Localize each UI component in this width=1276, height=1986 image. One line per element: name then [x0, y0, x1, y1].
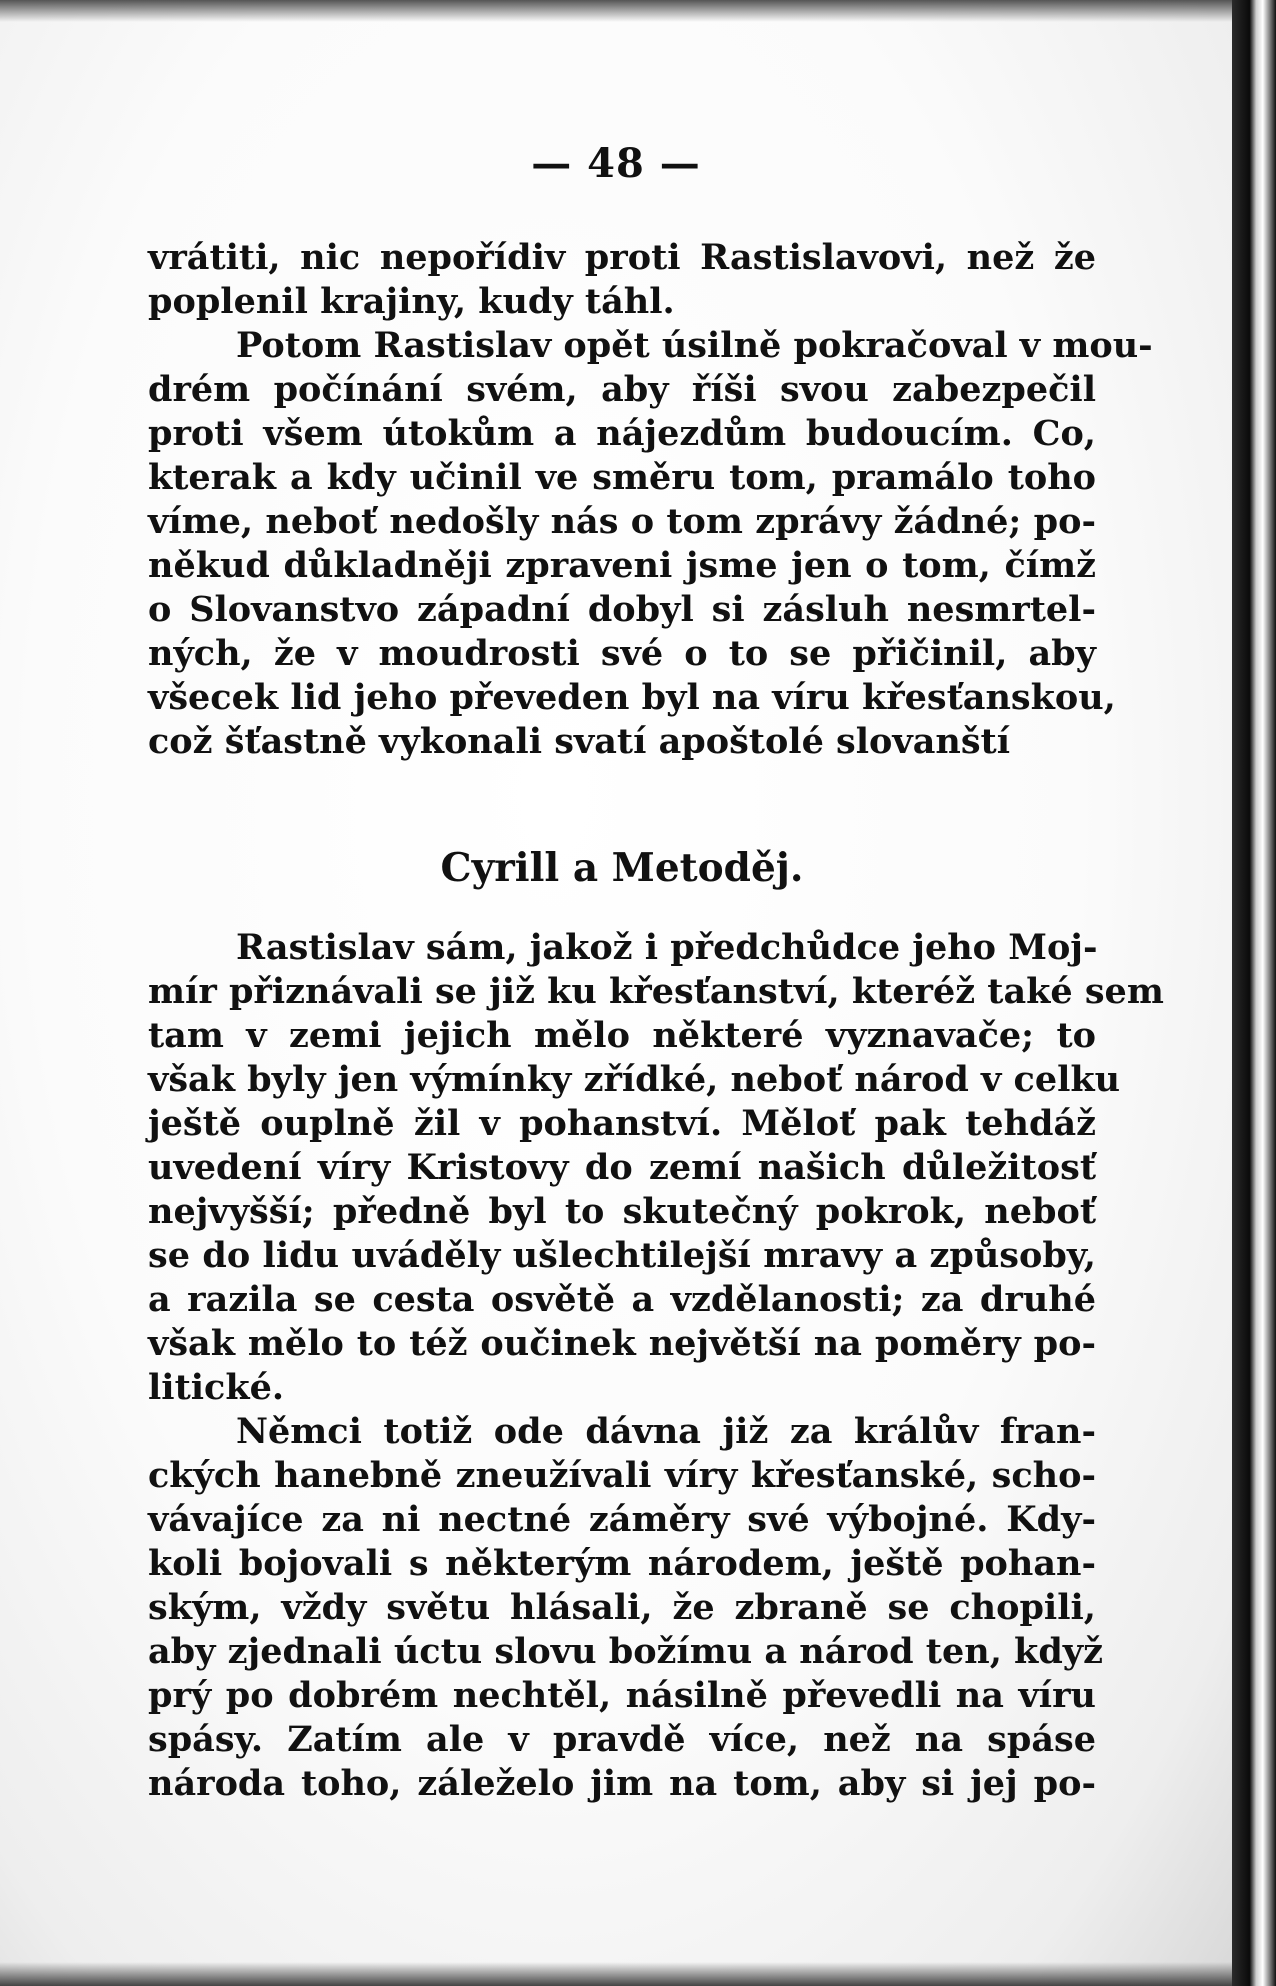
- text-line: spásy. Zatím ale v pravdě více, než na spáse: [148, 1719, 1096, 1760]
- text-line: drém počínání svém, aby říši svou zabezpečil: [148, 369, 1096, 410]
- text-line: Němci totiž ode dávna již za králův fran-: [236, 1411, 1096, 1452]
- section-heading: Cyrill a Metoděj.: [440, 845, 804, 891]
- text-line: tam v zemi jejich mělo některé vyznavače; to: [148, 1015, 1096, 1056]
- text-line: nejvyšší; předně byl to skutečný pokrok, neboť: [148, 1191, 1096, 1232]
- text-line: Rastislav sám, jakož i předchůdce jeho Moj-: [236, 927, 1098, 968]
- text-line: ckých hanebně zneužívali víry křesťanské, scho-: [148, 1455, 1096, 1496]
- text-line: aby zjednali úctu slovu božímu a národ ten, když: [148, 1631, 1103, 1672]
- text-line: prý po dobrém nechtěl, násilně převedli na víru: [148, 1675, 1096, 1716]
- page-text: [148, 236, 1164, 1806]
- text-line: ještě ouplně žil v pohanství. Měloť pak tehdáž: [148, 1103, 1096, 1144]
- text-line: vávajíce za ni nectné záměry své výbojné. Kdy-: [148, 1499, 1096, 1540]
- text-line: proti všem útokům a nájezdům budoucím. Co,: [148, 413, 1096, 454]
- text-line: vrátiti, nic nepořídiv proti Rastislavovi, než že: [148, 237, 1096, 278]
- text-line: víme, neboť nedošly nás o tom zprávy žádné; po-: [148, 501, 1096, 542]
- text-line: a razila se cesta osvětě a vzdělanosti; za druhé: [148, 1279, 1096, 1320]
- text-line: však byly jen výmínky zřídké, neboť národ v celku: [148, 1059, 1121, 1100]
- text-line: všecek lid jeho převeden byl na víru křesťanskou,: [148, 677, 1116, 718]
- text-line: se do lidu uváděly ušlechtilejší mravy a způsoby,: [148, 1235, 1096, 1276]
- text-line: o Slovanstvo západní dobyl si zásluh nesmrtel-: [148, 589, 1096, 630]
- text-line: někud důkladněji zpraveni jsme jen o tom, čímž: [148, 545, 1096, 586]
- text-line: litické.: [148, 1367, 285, 1408]
- text-line: koli bojovali s některým národem, ještě pohan-: [148, 1543, 1096, 1584]
- page-number: — 48 —: [531, 140, 701, 187]
- text-line: poplenil krajiny, kudy táhl.: [148, 281, 675, 322]
- text-line: národa toho, záleželo jim na tom, aby si jej po-: [148, 1763, 1096, 1804]
- text-line: ných, že v moudrosti své o to se přičinil, aby: [148, 633, 1096, 674]
- text-line: ským, vždy světu hlásali, že zbraně se chopili,: [148, 1587, 1096, 1628]
- text-line: kterak a kdy učinil ve směru tom, pramálo toho: [148, 457, 1096, 498]
- book-spine-edge: [1232, 0, 1276, 1986]
- text-line: uvedení víry Kristovy do zemí našich důležitosť: [148, 1147, 1096, 1188]
- text-line: však mělo to též oučinek největší na poměry po-: [148, 1323, 1096, 1364]
- text-line: což šťastně vykonali svatí apoštolé slovanští: [148, 721, 1011, 762]
- text-line: mír přiznávali se již ku křesťanství, kteréž také sem: [148, 971, 1164, 1012]
- text-line: Potom Rastislav opět úsilně pokračoval v mou-: [236, 325, 1153, 366]
